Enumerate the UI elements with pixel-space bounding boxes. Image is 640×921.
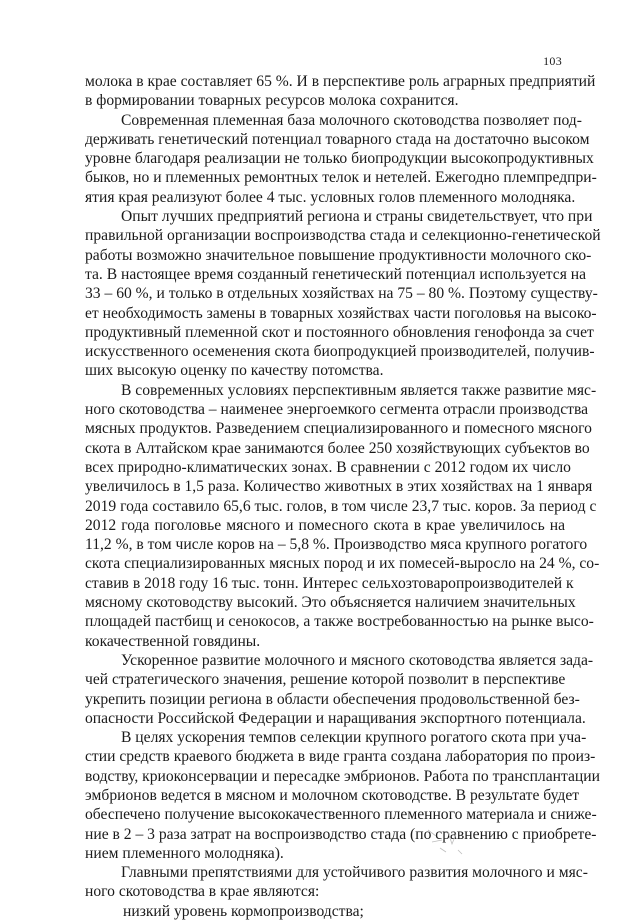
text-line: держивать генетический потенциал товарного стада на достаточно высоком xyxy=(85,130,590,148)
text-line: скота специализированных мясных пород и их помесей-выросло на 24 %, со- xyxy=(85,555,600,573)
text-line: водству, криоконсервации и пересадке эмбрионов. Работа по трансплантации xyxy=(85,767,600,785)
text-line: В современных условиях перспективным является также развитие мяс- xyxy=(121,381,597,399)
text-line: эмбрионов ведется в мясном и молочном скотоводстве. В результате будет xyxy=(85,786,580,804)
text-line: 11,2 %, в том числе коров на – 5,8 %. Производство мяса крупного рогатого xyxy=(85,536,588,554)
text-line: Главными препятствиями для устойчивого развития молочного и мяс- xyxy=(121,864,588,882)
text-line: та. В настоящее время созданный генетический потенциал используется на xyxy=(85,265,587,283)
text-line: уровне благодаря реализации не только биопродукции высокопродуктивных xyxy=(85,150,594,168)
text-line: ятия края реализуют более 4 тыс. условных голов племенного молодняка. xyxy=(85,188,576,206)
text-line: нием племенного молодняка). xyxy=(85,844,284,862)
text-line: обеспечено получение высококачественного племенного материала и сниже- xyxy=(85,806,597,824)
text-line: В целях ускорения темпов селекции крупного рогатого скота при уча- xyxy=(121,729,587,747)
page-number: 103 xyxy=(543,54,562,68)
text-line: 33 – 60 %, и только в отдельных хозяйствах на 75 – 80 %. Поэтому существу- xyxy=(85,285,598,303)
text-line: скота в Алтайском крае занимаются более 250 хозяйствующих субъектов во xyxy=(85,439,590,457)
text-line: продуктивный племенной скот и постоянного обновления генофонда за счет xyxy=(85,323,594,341)
text-line: Современная племенная база молочного скотоводства позволяет под- xyxy=(121,111,582,129)
text-line: стии средств краевого бюджета в виде гранта создана лаборатория по произ- xyxy=(85,748,596,766)
list-item: низкий уровень кормопроизводства; xyxy=(123,902,364,920)
text-line: увеличилось в 1,5 раза. Количество животных в этих хозяйствах на 1 января xyxy=(85,478,593,496)
text-line: ших высокую оценку по качеству потомства. xyxy=(85,362,384,380)
text-line: укрепить позиции региона в области обеспечения продовольственной без- xyxy=(85,690,580,708)
text-line: чей стратегического значения, решение которой позволит в перспективе xyxy=(85,671,566,689)
text-line: правильной организации воспроизводства стада и селекционно-генетической xyxy=(85,227,601,245)
text-line: всех природно-климатических зонах. В сравнении с 2012 годом их число xyxy=(85,458,571,476)
text-line: молока в крае составляет 65 %. И в перспективе роль аграрных предприятий xyxy=(85,73,596,90)
text-line: площадей пастбищ и сенокосов, а также востребованностью на рынке высо- xyxy=(85,613,594,631)
text-line: искусственного осеменения скота биопродукцией производителей, получив- xyxy=(85,343,595,361)
text-line: ного скотоводства – наименее энергоемкого сегмента отрасли производства xyxy=(85,401,589,419)
body-text xyxy=(85,72,601,921)
text-line: 2012 года поголовье мясного и помесного скота в крае увеличилось на xyxy=(85,516,565,534)
text-line: Ускоренное развитие молочного и мясного скотоводства является зада- xyxy=(121,651,594,669)
text-line: в формировании товарных ресурсов молока сохранится. xyxy=(85,92,459,110)
text-line: быков, но и племенных ремонтных телок и нетелей. Ежегодно племпредпри- xyxy=(85,169,597,187)
text-line: опасности Российской Федерации и наращивания экспортного потенциала. xyxy=(85,709,586,727)
text-line: ного скотоводства в крае являются: xyxy=(85,883,320,901)
text-line: ет необходимость замены в товарных хозяйствах части поголовья на высоко- xyxy=(85,304,597,322)
text-line: мясных продуктов. Разведением специализированного и помесного мясного xyxy=(85,420,592,438)
text-line: Опыт лучших предприятий региона и страны свидетельствует, что при xyxy=(121,208,593,226)
text-line: ставив в 2018 году 16 тыс. тонн. Интерес сельхозтоваропроизводителей к xyxy=(85,574,574,592)
text-line: мясному скотоводству высокий. Это объясняется наличием значительных xyxy=(85,594,576,612)
text-line: работы возможно значительное повышение продуктивности молочного ско- xyxy=(85,246,592,264)
text-line: кокачественной говядины. xyxy=(85,632,261,650)
text-line: 2019 года составило 65,6 тыс. голов, в том числе 23,7 тыс. коров. За период с xyxy=(85,497,597,515)
text-line: ние в 2 – 3 раза затрат на воспроизводство стада (по сравнению с приобрете- xyxy=(85,825,597,843)
pen-mark xyxy=(422,824,482,864)
